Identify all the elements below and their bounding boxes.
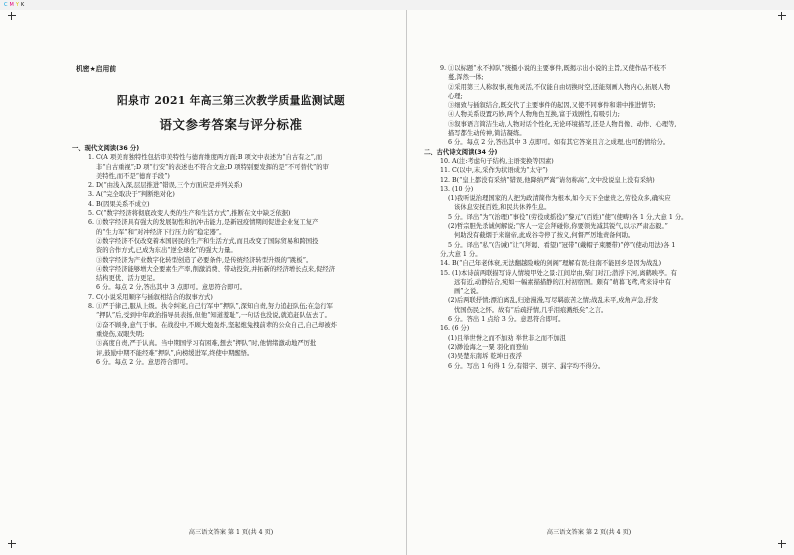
section-heading: 一、现代文阅读(36 分): [72, 145, 140, 152]
answer-line: 8. ①严于律己,服从上级。执令纠案,自己行军中“押队”,深知自责,努力追赶队伍;在急行军: [88, 303, 333, 311]
answer-line: 4. B(因果关系不成立): [88, 200, 150, 208]
answer-line: 1. C(A 项美育独特性包括审美特性与德育维度两方面;B 项文中表述为“自古有之”,而: [88, 154, 323, 162]
answer-line: 资的合作方式,已成为东出“逆全球化”的强大力量。: [96, 247, 237, 255]
answer-line: 11. C(以中,末,采作为状语成为“太守”): [440, 167, 548, 175]
answer-line: (2)后两联抒情;漂泊离乱,归途漫漫,写尽羁旅苦之情;战乱未平,戍角声急,抒发: [448, 297, 659, 305]
answer-line: ②奋不顾身,意气于事。在战役中,不顾大炮轰炸,坚起炮兔拽前辈的公众自己,自己却被炸: [96, 321, 337, 329]
answer-line: 该休息安抚百姓,和民共休养生息。: [454, 204, 551, 212]
color-calibration-bar: CMYK: [4, 2, 26, 8]
answer-line: 蔓,浑然一体;: [448, 74, 484, 82]
confidential-label: 机密★启用前: [76, 65, 117, 73]
document-title: 语文参考答案与评分标准: [159, 117, 303, 132]
answer-line: 12. B(“皇上都没有采纳”错误,他降纳严嵩“请勿称高”,文中没说皇上没有采纳): [440, 176, 655, 184]
answer-line: ③高度自责,严于认真。当中期国学习有困难,想去“押队”时,他情绪激动地严厉批: [96, 340, 317, 348]
answer-line: ②数字经济不仅改变着本国居民的生产和生活方式,而且改变了国际贸易和跨国投: [96, 237, 319, 245]
answer-line: 2. D(“由浅入深,层层推进”错误,三个方面应是并列关系): [88, 182, 243, 190]
registration-mark-icon: [8, 12, 16, 20]
answer-line: 何助没有截烟于来谢帝,此成谷寺停了按义,何督严厉地责备何助。: [454, 232, 635, 240]
answer-line: 心理;: [448, 92, 463, 100]
exam-title: 阳泉市 2021 年高三第三次教学质量监测试题: [116, 94, 345, 107]
answer-line: 5 分。译出“私”(告诫)“让”(拜谒、看望)“冠带”(戴帽子束腰带)“停”(使动用法)各 1: [448, 241, 676, 249]
page-footer-right: 高三语文答案 第 2 页(共 4 页): [546, 529, 632, 536]
answer-line: 重烧伤,双眼失明;: [96, 330, 145, 338]
left-page-content: [72, 144, 384, 367]
registration-mark-icon: [8, 540, 16, 548]
answer-line: ④人物关系设置巧妙,两个人物角色互换,富于戏剧性,有吸引力;: [448, 111, 620, 119]
answer-line: 非“自古重视”;D 项“行安”的表述也不符合文意;D 项特别要发挥的是“不可替代”的审: [96, 163, 329, 171]
answer-line: 美特性,而不是“德育手段”): [96, 172, 170, 180]
answer-line: 14. B(“自己年老体衰,无法翻越险峻的剑阁”理解有误;往南不能回乡是因为战乱): [440, 260, 662, 268]
answer-line: (3)吴楚东南坼 乾坤日夜浮: [448, 353, 522, 361]
answer-line: 15. (1)本诗前两联描写诗人情境甲处之景:江间岸由,柴门对江;潜浮下河,离鹤映亭。有: [440, 269, 677, 277]
answer-line: (2)哲宗胆先杀诚何解说;“客人一定会拜碰你,你要领先减其锐气,以示严肃态毅。”: [448, 223, 668, 231]
answer-line: 9. ①以标题“永不掉队”统摄小说的主要事件,既揭示出小说的主旨,又使作品不枝不: [440, 65, 667, 72]
answer-line: 分,大意 1 分。: [440, 250, 482, 258]
answer-line: “押队”后,受到中年政治指导员表扬,但他“知道羞耻”,一句话也没说,就追赶队伍去了。: [96, 312, 331, 320]
answer-line: 16. (6 分): [440, 325, 470, 333]
section-heading: 二、古代诗文阅读(34 分): [424, 148, 498, 156]
answer-line: 远有近,动静结合,宛如一幅素描描静的江村初宿图。颇有“萌暮飞鸢,鸢来诗中有: [454, 278, 672, 286]
answer-line: 评,鼓励中期不能经难“押队”,向榜缓进军,终使中期醒悟。: [96, 349, 254, 357]
answer-line: 6 分。每点 2 分,答出其中 3 点即可。如有其它答案且言之成理,也可酌情给分。: [448, 139, 670, 147]
right-page-content: [424, 64, 748, 371]
answer-line: 6. ①数字经济具有强大的发展韧性和抗冲击能力,是新冠疫情期间促进企业复工复产: [88, 219, 319, 227]
answer-line: (1)我听说治理国家的人把为政清简作为根本,如今天下全虚贵之,劳役众多,确实应: [448, 195, 671, 203]
answer-line: 描写都生动传神,简洁凝练。: [448, 130, 526, 138]
answer-line: 6 分。答出 1 点给 3 分。意思符合即可。: [448, 316, 565, 324]
answer-line: ②采用第三人称叙事,视角灵活,不仅能自由切换时空,还能刻画人物内心,拓展人物: [448, 83, 671, 91]
print-strip: [0, 0, 794, 10]
answer-line: 5 分。译出“为”(治理)“事役”(劳役或摇役)“黎元”(百姓)“使”(使畴)各 1 分,大意 1 分。: [448, 213, 688, 221]
registration-mark-icon: [778, 540, 786, 548]
answer-line: ③细致与插叙结合,既交代了主要事件的起因,又使不同事件和谐中推进情节;: [448, 102, 656, 110]
answer-line: 画”之说。: [454, 288, 483, 296]
answer-line: 6 分。写出 1 句得 1 分,有错字、别字、漏字均不得分。: [448, 362, 605, 370]
answer-line: 13. (10 分): [440, 185, 474, 193]
answer-line: 6 分。每点 2 分。意思符合即可。: [96, 358, 192, 366]
page-fold-line: [406, 10, 407, 555]
answer-line: 5. C(“数字经济将彻底改变人类的生产和生活方式”,推断在文中缺乏依据): [88, 210, 291, 218]
answer-line: (1)且举世誉之而不加劝 举世非之而不加沮: [448, 334, 566, 342]
answer-line: ③数字经济为产业数字化转型创造了必要条件,是传统经济转型升级的“跳板”。: [96, 256, 313, 264]
answer-line: 忧国伤民之怀。故有“后疏抒情,几乎泪痕溅纸矣”之言。: [454, 306, 608, 314]
answer-line: 6 分。每点 2 分,答出其中 3 点即可。意思符合即可。: [96, 284, 246, 292]
registration-mark-icon: [778, 12, 786, 20]
answer-line: (2)渺沧海之一粟 羽化而登仙: [448, 343, 529, 351]
answer-line: 10. A(注:考虑句子结构,主语变换等因素): [440, 157, 554, 165]
answer-line: 的“生力军”和“对冲经济下行压力的“稳定器”。: [96, 228, 226, 236]
answer-line: ⑤叙事语言简洁生动,人物对话个性化,无论环境描写,还是人物肖像、动作、心理等,: [448, 120, 677, 128]
page-footer-left: 高三语文答案 第 1 页(共 4 页): [188, 529, 274, 536]
answer-line: 结构更优、活力更足。: [96, 275, 159, 283]
answer-line: 7. C(小说采用顺序与插叙相结合的叙事方式): [88, 293, 213, 301]
answer-line: ④数字经济能够增大全要素生产率,削激消费、带动投资,并拓新的经济增长点来,促经济: [96, 265, 335, 273]
answer-line: 3. A(“完全取决于”判断绝对化): [88, 191, 175, 199]
